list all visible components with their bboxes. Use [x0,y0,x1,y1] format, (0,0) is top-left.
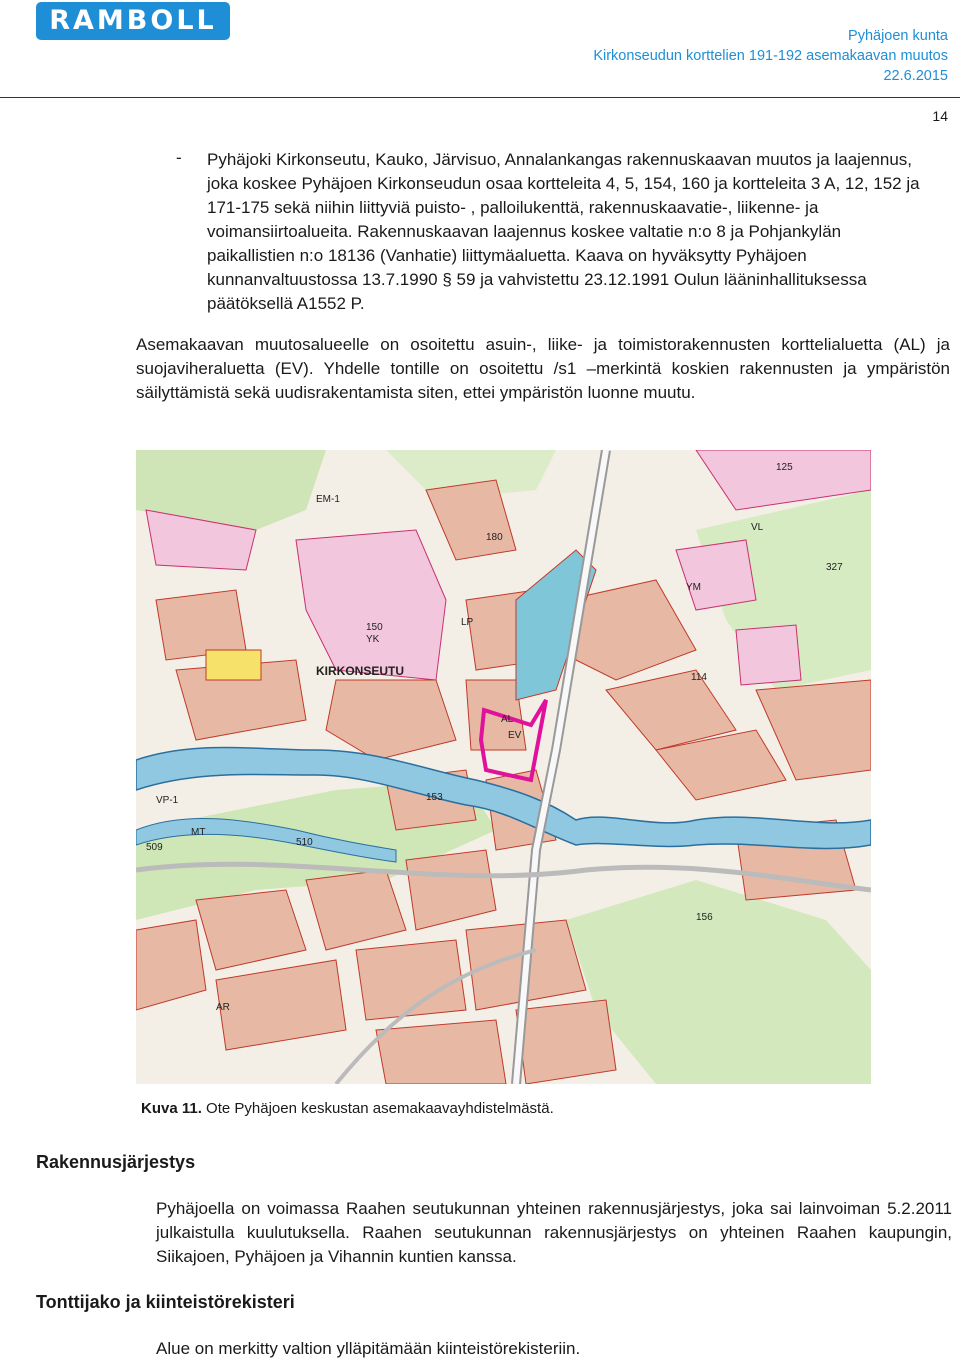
map-label-ym: YM [686,582,701,593]
map-label-156: 156 [696,912,713,923]
list-item-text: Pyhäjoki Kirkonseutu, Kauko, Järvisuo, Annalankangas rakennuskaavan muutos ja laajennus, joka koskee Pyhäjoen Kirkonseudun osaa kortteleita 4, 5, 154, 160 ja kortteleita 3 A, 12, 152 ja 171-175 sekä niihin liittyviä puisto- , palloilukenttä, rakennuskaavatie-, liikenne- ja voimansiirtoalueita. Rakennuskaavan laajennus koskee valtatie n:o 8 ja Pohjankylän paikallistien n:o 18136 (Vanhatie) liittymäaluetta. Kaava on hyväksytty Pyhäjoen kunnanvaltuustossa 13.7.1990 § 59 ja vahvistettu 23.12.1991 Oulun lääninhallituksessa päätöksellä A1552 P. [207,150,920,313]
map-label-327: 327 [826,562,843,573]
map-label-509: 509 [146,842,163,853]
heading-tonttijako: Tonttijako ja kiinteistörekisteri [36,1292,295,1312]
map-label-153: 153 [426,792,443,803]
map-label-114: 114 [691,672,707,683]
caption-text: Ote Pyhäjoen keskustan asemakaavayhdistelmästä. [201,1100,554,1117]
map-label-ev: EV [508,730,522,741]
header-divider [0,97,960,98]
page-number: 14 [932,108,948,124]
paragraph-tonttijako: Alue on merkitty valtion ylläpitämään kiinteistörekisteriin. [156,1339,581,1358]
map-label-yk: YK [366,634,380,645]
map-label-510: 510 [296,837,313,848]
map-label-vl: VL [751,522,764,533]
header-plan-title: Kirkonseudun korttelien 191-192 asemakaavan muutos [593,48,948,64]
map-label-em1: EM-1 [316,494,340,505]
ramboll-logo: RAMBOLL [36,2,230,40]
map-label-180: 180 [486,532,503,543]
map-label-al: AL [501,714,514,725]
zoning-map [136,450,871,1084]
figure-caption [141,1100,554,1117]
paragraph-rakennusjarjestys: Pyhäjoella on voimassa Raahen seutukunnan yhteinen rakennusjärjestys, joka sai lainvoiman 5.2.2011 julkaistulla kuulutuksella. Raahen seutukunnan rakennusjärjestys on yhteinen Raahen kaupungin, Siikajoen, Pyhäjoen ja Vihannin kuntien kanssa. [156,1199,952,1266]
header-date: 22.6.2015 [883,68,948,84]
list-dash: - [176,148,182,167]
map-label-125: 125 [776,462,793,473]
document-header [593,26,948,86]
map-label-vp1: VP-1 [156,795,179,806]
map-label-lp: LP [461,617,474,628]
header-municipality: Pyhäjoen kunta [848,28,948,44]
zoning-map-figure [136,450,871,1084]
body-paragraph: Asemakaavan muutosalueelle on osoitettu asuin-, liike- ja toimistorakennusten korttelialuetta (AL) ja suojaviheraluetta (EV). Yhdelle tontille on osoitettu /s1 –merkintä koskien rakennusten ja ympäristön säilyttämistä sekä uudisrakentamista siten, ettei ympäristön luonne muutu. [136,335,950,402]
map-label-ar: AR [216,1002,230,1013]
map-label-150: 150 [366,622,383,633]
map-label-kirkonseutu: KIRKONSEUTU [316,664,405,678]
map-label-mt: MT [191,827,206,838]
caption-label: Kuva 11. [141,1100,202,1117]
heading-rakennusjarjestys: Rakennusjärjestys [36,1152,196,1172]
